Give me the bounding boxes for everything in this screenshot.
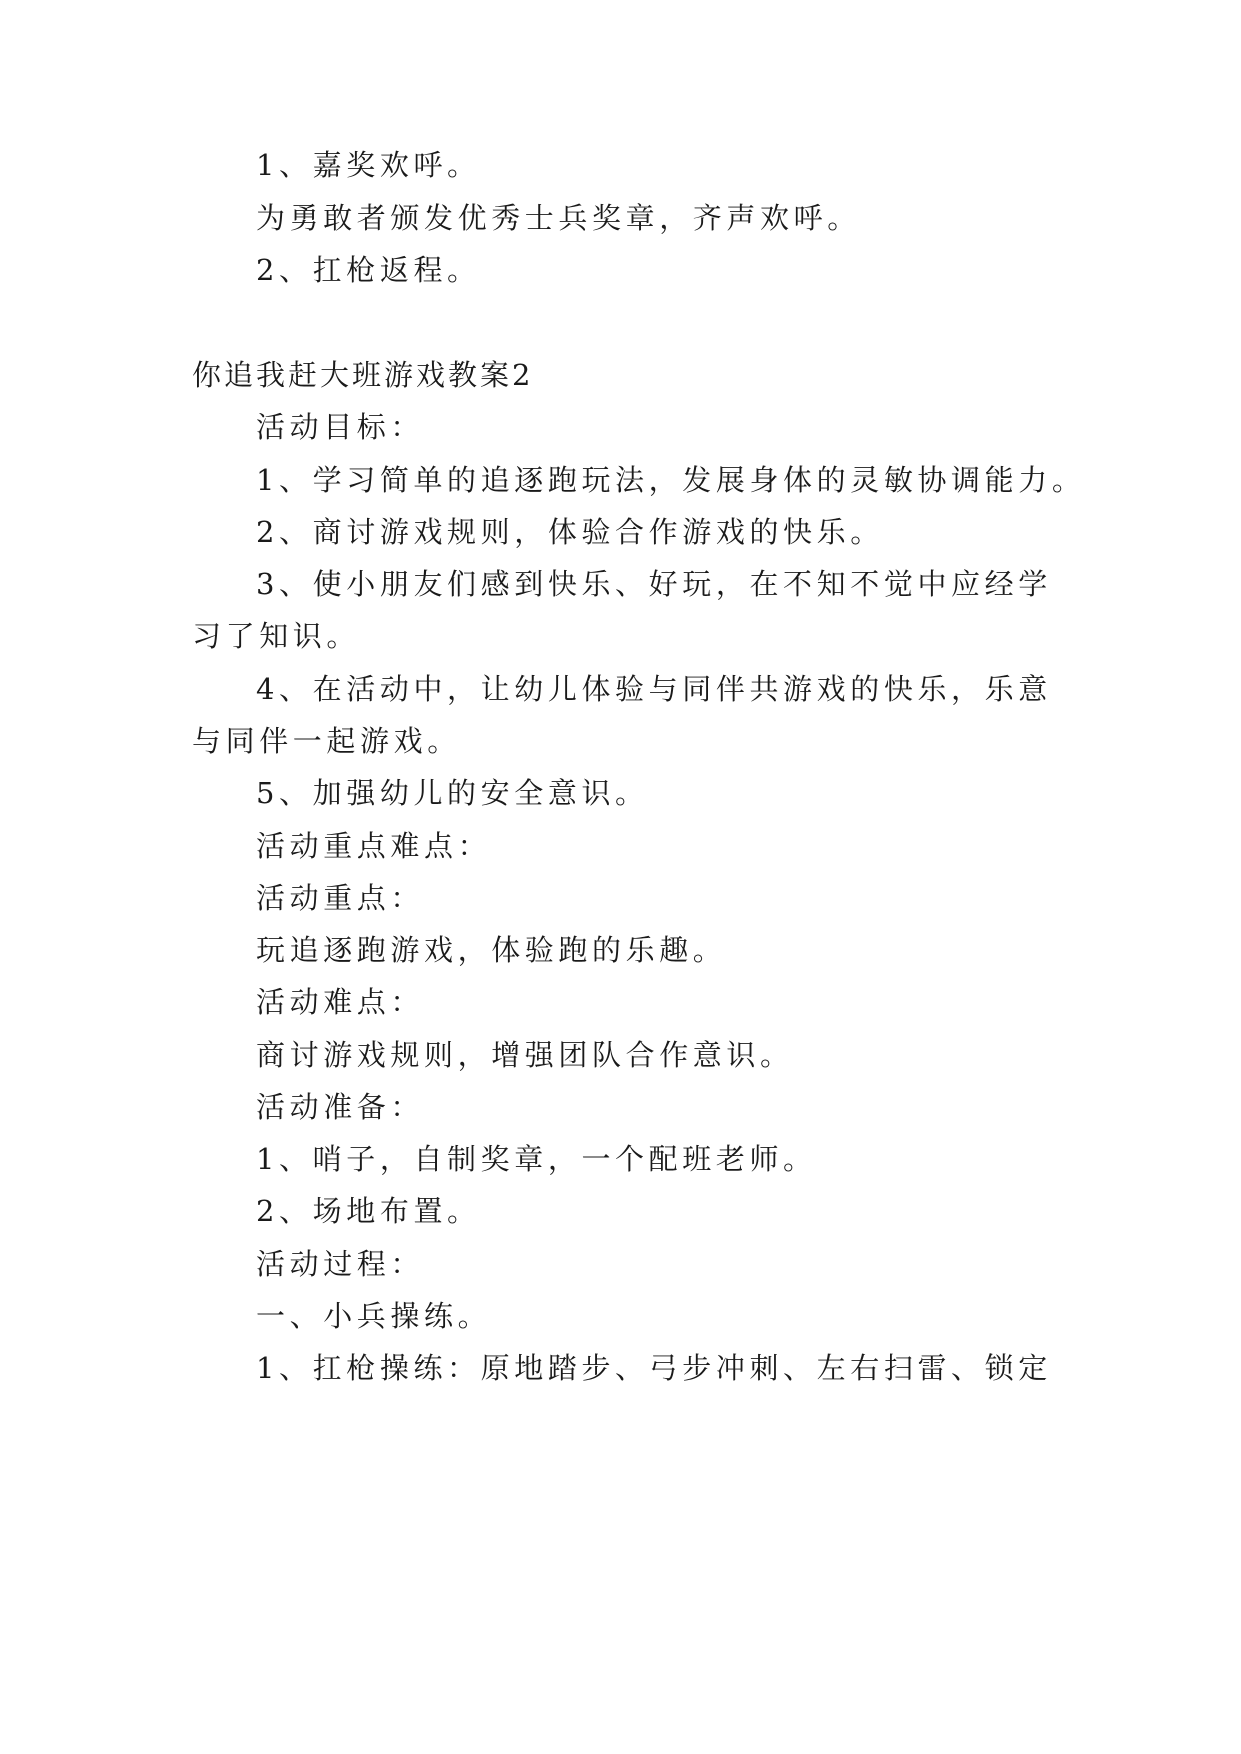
text-line: 活动准备： bbox=[256, 1090, 425, 1124]
text-line: 1、学习简单的追逐跑玩法，发展身体的灵敏协调能力。 bbox=[256, 463, 1086, 497]
text-line: 为勇敢者颁发优秀士兵奖章，齐声欢呼。 bbox=[256, 201, 861, 235]
text-line: 5、加强幼儿的安全意识。 bbox=[256, 776, 649, 810]
text-line: 1、嘉奖欢呼。 bbox=[256, 148, 481, 182]
text-line: 3、使小朋友们感到快乐、好玩，在不知不觉中应经学 bbox=[256, 567, 1052, 601]
text-line: 1、哨子，自制奖章，一个配班老师。 bbox=[256, 1142, 817, 1176]
text-line: 活动过程： bbox=[256, 1247, 425, 1281]
text-line: 2、扛枪返程。 bbox=[256, 253, 481, 287]
text-line: 2、商讨游戏规则，体验合作游戏的快乐。 bbox=[256, 515, 884, 549]
text-line: 2、场地布置。 bbox=[256, 1194, 481, 1228]
text-line: 玩追逐跑游戏，体验跑的乐趣。 bbox=[256, 933, 727, 967]
section-title: 你追我赶大班游戏教案2 bbox=[192, 358, 534, 392]
text-line: 习了知识。 bbox=[192, 619, 361, 653]
text-line: 4、在活动中，让幼儿体验与同伴共游戏的快乐，乐意 bbox=[256, 672, 1052, 706]
text-line: 活动重点难点： bbox=[256, 829, 492, 863]
text-line: 与同伴一起游戏。 bbox=[192, 724, 461, 758]
text-line: 1、扛枪操练：原地踏步、弓步冲刺、左右扫雷、锁定 bbox=[256, 1351, 1052, 1385]
text-line: 一、小兵操练。 bbox=[256, 1299, 492, 1333]
text-line: 活动难点： bbox=[256, 985, 425, 1019]
text-line: 活动目标： bbox=[256, 410, 425, 444]
text-line: 商讨游戏规则，增强团队合作意识。 bbox=[256, 1038, 794, 1072]
text-line: 活动重点： bbox=[256, 881, 425, 915]
